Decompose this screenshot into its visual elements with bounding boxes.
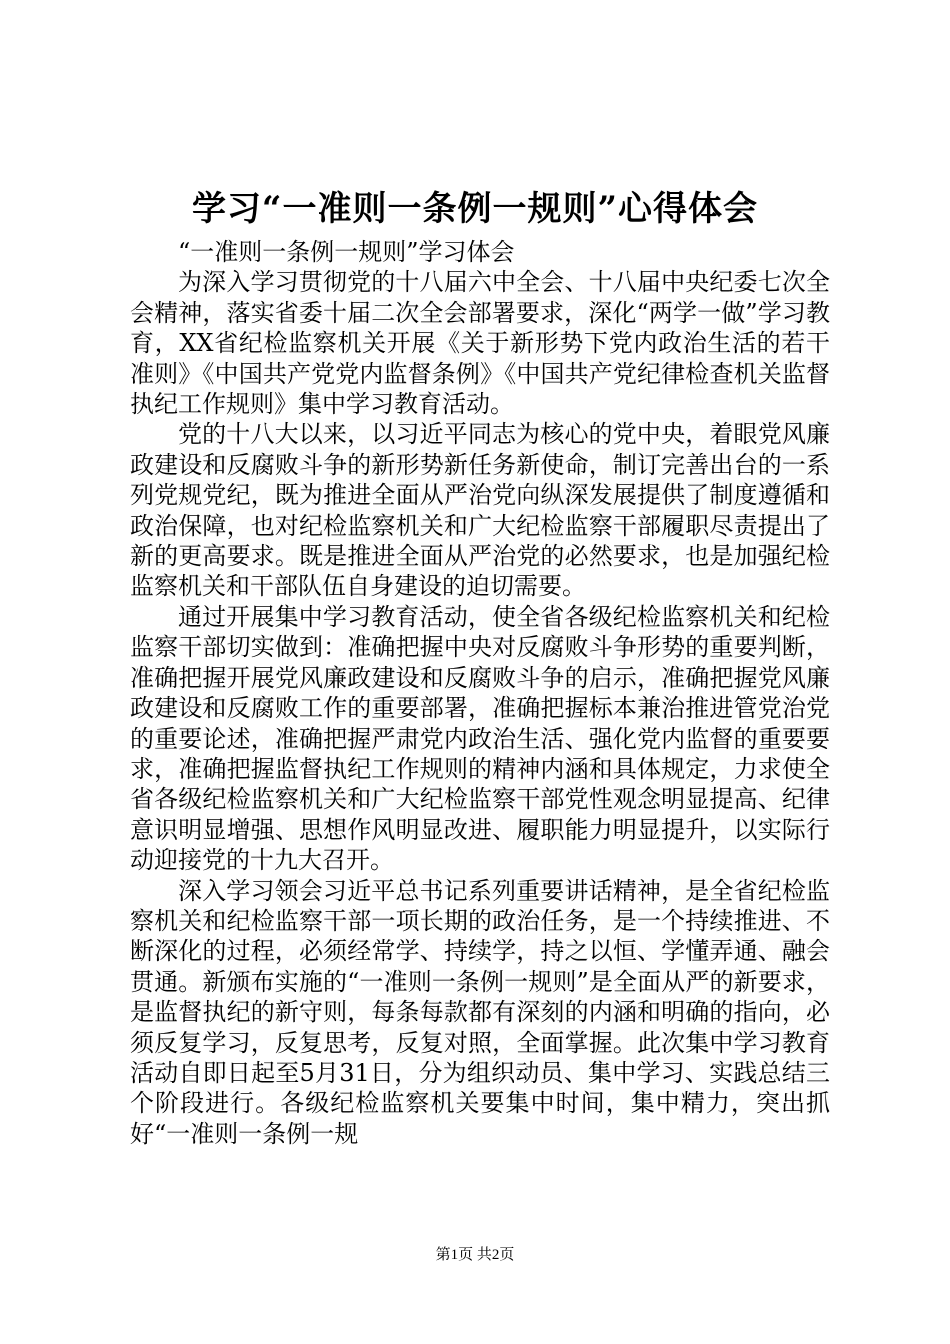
subtitle: “一准则一条例一规则”学习体会 bbox=[178, 238, 515, 266]
document-body bbox=[130, 237, 830, 1149]
paragraph: 为深入学习贯彻党的十八届六中全会、十八届中央纪委七次全会精神，落实省委十届二次全会部署要求，深化“两学一做”学习教育，XX省纪检监察机关开展《关于新形势下党内政治生活的若干准则》《中国共产党党内监督条例》《中国共产党纪律检查机关监督执纪工作规则》集中学习教育活动。 bbox=[130, 268, 830, 419]
page-footer: 第1页 共2页 bbox=[435, 1247, 515, 1263]
paragraph: 党的十八大以来，以习近平同志为核心的党中央，着眼党风廉政建设和反腐败斗争的新形势新任务新使命，制订完善出台的一系列党规党纪，既为推进全面从严治党向纵深发展提供了制度遵循和政治保障，也对纪检监察机关和广大纪检监察干部履职尽责提出了新的更高要求。既是推进全面从严治党的必然要求，也是加强纪检监察机关和干部队伍自身建设的迫切需要。 bbox=[130, 420, 830, 601]
page-title: 学习“一准则一条例一规则”心得体会 bbox=[191, 189, 759, 229]
paragraph: 深入学习领会习近平总书记系列重要讲话精神，是全省纪检监察机关和纪检监察干部一项长期的政治任务，是一个持续推进、不断深化的过程，必须经常学、持续学，持之以恒、学懂弄通、融会贯通。新颁布实施的“一准则一条例一规则”是全面从严的新要求，是监督执纪的新守则，每条每款都有深刻的内涵和明确的指向，必须反复学习，反复思考，反复对照，全面掌握。此次集中学习教育活动自即日起至5月31日，分为组织动员、集中学习、实践总结三个阶段进行。各级纪检监察机关要集中时间，集中精力，突出抓好“一准则一条例一规 bbox=[130, 876, 830, 1148]
paragraph: 通过开展集中学习教育活动，使全省各级纪检监察机关和纪检监察干部切实做到：准确把握中央对反腐败斗争形势的重要判断，准确把握开展党风廉政建设和反腐败斗争的启示，准确把握党风廉政建设和反腐败工作的重要部署，准确把握标本兼治推进管党治党的重要论述，准确把握严肃党内政治生活、强化党内监督的重要要求，准确把握监督执纪工作规则的精神内涵和具体规定，力求使全省各级纪检监察机关和广大纪检监察干部党性观念明显提高、纪律意识明显增强、思想作风明显改进、履职能力明显提升，以实际行动迎接党的十九大召开。 bbox=[130, 602, 830, 875]
